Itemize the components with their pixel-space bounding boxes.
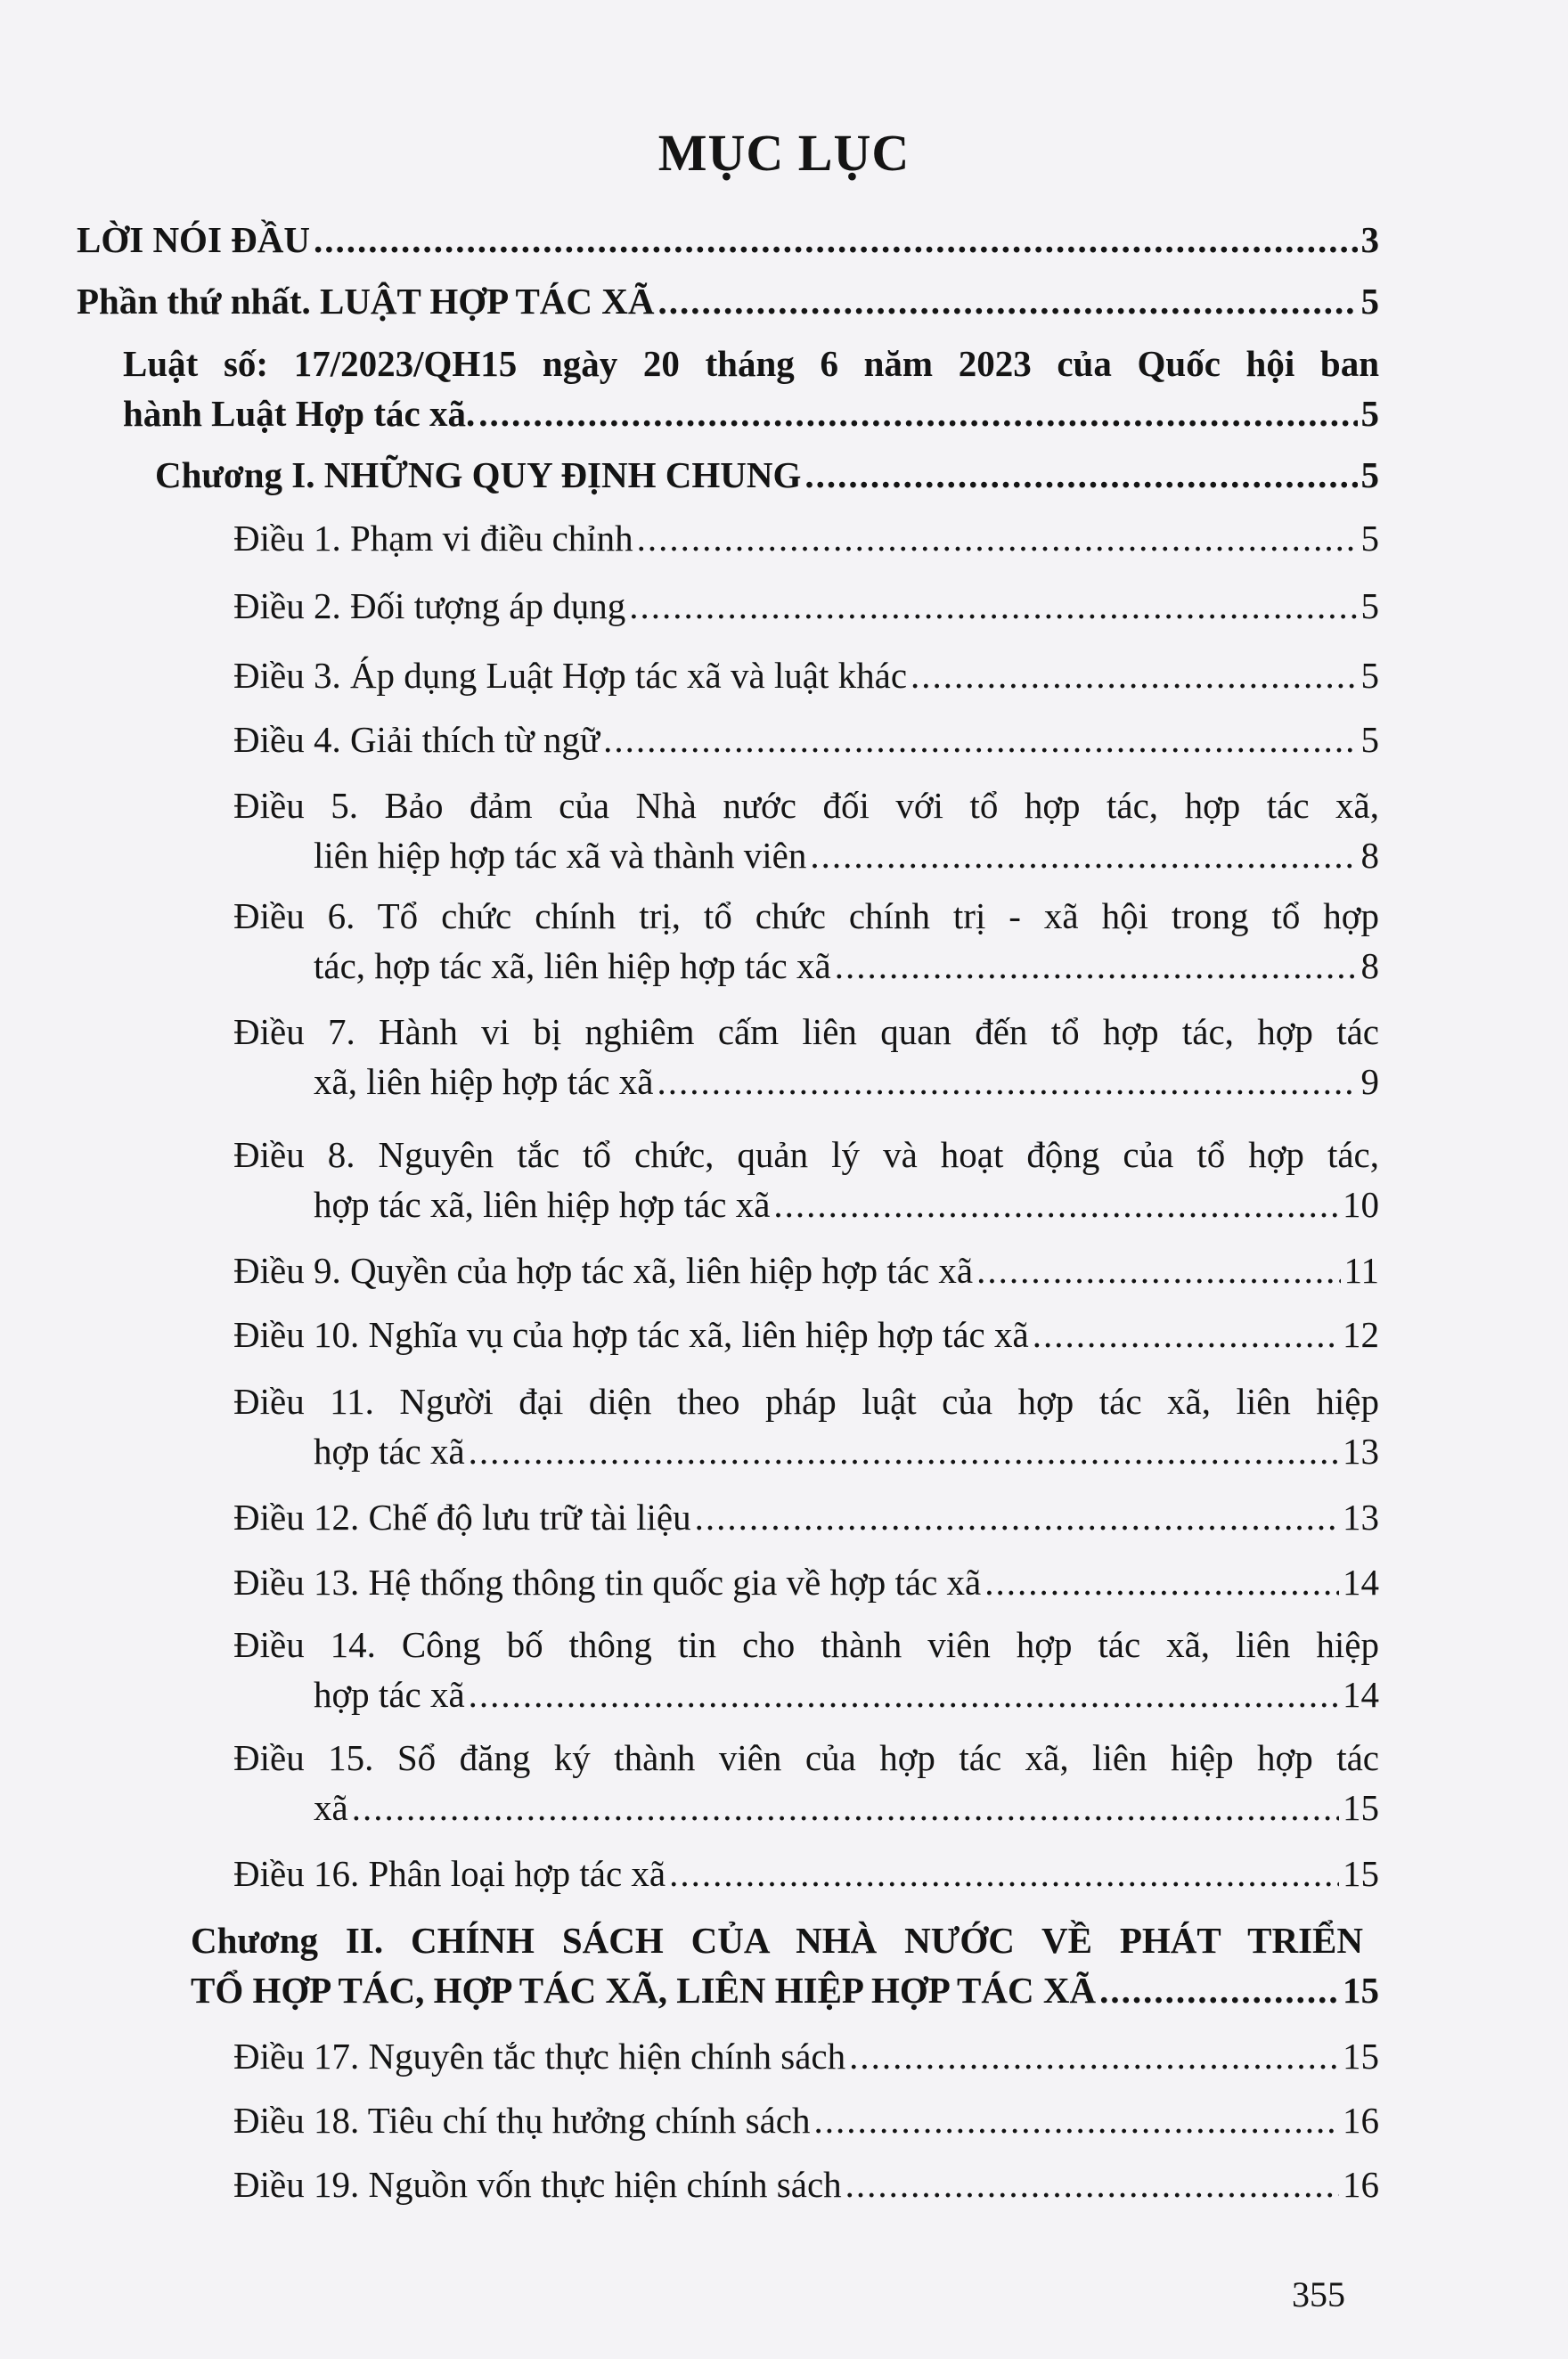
toc-entry-article-2: Điều 2. Đối tượng áp dụng ..... 5: [233, 581, 1379, 631]
toc-entry-article-18: Điều 18. Tiêu chí thụ hưởng chính sách ..... 16: [233, 2095, 1379, 2145]
toc-entry-article-9: Điều 9. Quyền của hợp tác xã, liên hiệp hợp tác xã ..... 11: [233, 1245, 1379, 1295]
toc-entry-preface: LỜI NÓI ĐẦU ..... 3: [77, 215, 1379, 265]
toc-entry-article-5: Điều 5. Bảo đảm của Nhà nước đối với tổ hợp tác, hợp tác xã, liên hiệp hợp tác xã và thành viên ..... 8: [233, 780, 1379, 880]
toc-entry-article-3: Điều 3. Áp dụng Luật Hợp tác xã và luật khác ..... 5: [233, 650, 1379, 700]
toc-entry-article-15: Điều 15. Sổ đăng ký thành viên của hợp tác xã, liên hiệp hợp tác xã ..... 15: [233, 1733, 1379, 1833]
toc-entry-article-1: Điều 1. Phạm vi điều chỉnh ..... 5: [233, 513, 1379, 563]
toc-entry-article-13: Điều 13. Hệ thống thông tin quốc gia về hợp tác xã ..... 14: [233, 1557, 1379, 1607]
toc-entry-article-11: Điều 11. Người đại diện theo pháp luật của hợp tác xã, liên hiệp hợp tác xã ..... 13: [233, 1376, 1379, 1476]
page-title: MỤC LỤC: [657, 124, 911, 182]
page-number: 355: [1292, 2274, 1345, 2314]
toc-entry-chapter-2: Chương II. CHÍNH SÁCH CỦA NHÀ NƯỚC VỀ PHÁT TRIỂN TỔ HỢP TÁC, HỢP TÁC XÃ, LIÊN HIỆP HỢP TÁC XÃ ..... 15: [191, 1915, 1379, 2015]
toc-entry-article-14: Điều 14. Công bố thông tin cho thành viên hợp tác xã, liên hiệp hợp tác xã ..... 14: [233, 1620, 1379, 1719]
toc-entry-article-8: Điều 8. Nguyên tắc tổ chức, quản lý và hoạt động của tổ hợp tác, hợp tác xã, liên hiệp hợp tác xã ..... 10: [233, 1130, 1379, 1229]
toc-entry-article-19: Điều 19. Nguồn vốn thực hiện chính sách ..... 16: [233, 2159, 1379, 2209]
toc-entry-article-12: Điều 12. Chế độ lưu trữ tài liệu ..... 13: [233, 1492, 1379, 1542]
toc-entry-article-6: Điều 6. Tổ chức chính trị, tổ chức chính trị - xã hội trong tổ hợp tác, hợp tác xã, liên hiệp hợp tác xã ..... 8: [233, 891, 1379, 991]
toc-entry-article-4: Điều 4. Giải thích từ ngữ ..... 5: [233, 714, 1379, 764]
toc-entry-chapter-1: Chương I. NHỮNG QUY ĐỊNH CHUNG ..... 5: [155, 450, 1379, 500]
toc-entry-part-one: Phần thứ nhất. LUẬT HỢP TÁC XÃ ..... 5: [77, 276, 1379, 326]
toc-entry-article-17: Điều 17. Nguyên tắc thực hiện chính sách ..... 15: [233, 2031, 1379, 2081]
toc-entry-article-10: Điều 10. Nghĩa vụ của hợp tác xã, liên hiệp hợp tác xã ..... 12: [233, 1310, 1379, 1359]
toc-entry-law-decree: Luật số: 17/2023/QH15 ngày 20 tháng 6 năm 2023 của Quốc hội ban hành Luật Hợp tác xã. ..... 5: [123, 339, 1379, 438]
toc-entry-article-7: Điều 7. Hành vi bị nghiêm cấm liên quan đến tổ hợp tác, hợp tác xã, liên hiệp hợp tác xã ..... 9: [233, 1007, 1379, 1106]
toc-entry-article-16: Điều 16. Phân loại hợp tác xã ..... 15: [233, 1849, 1379, 1898]
